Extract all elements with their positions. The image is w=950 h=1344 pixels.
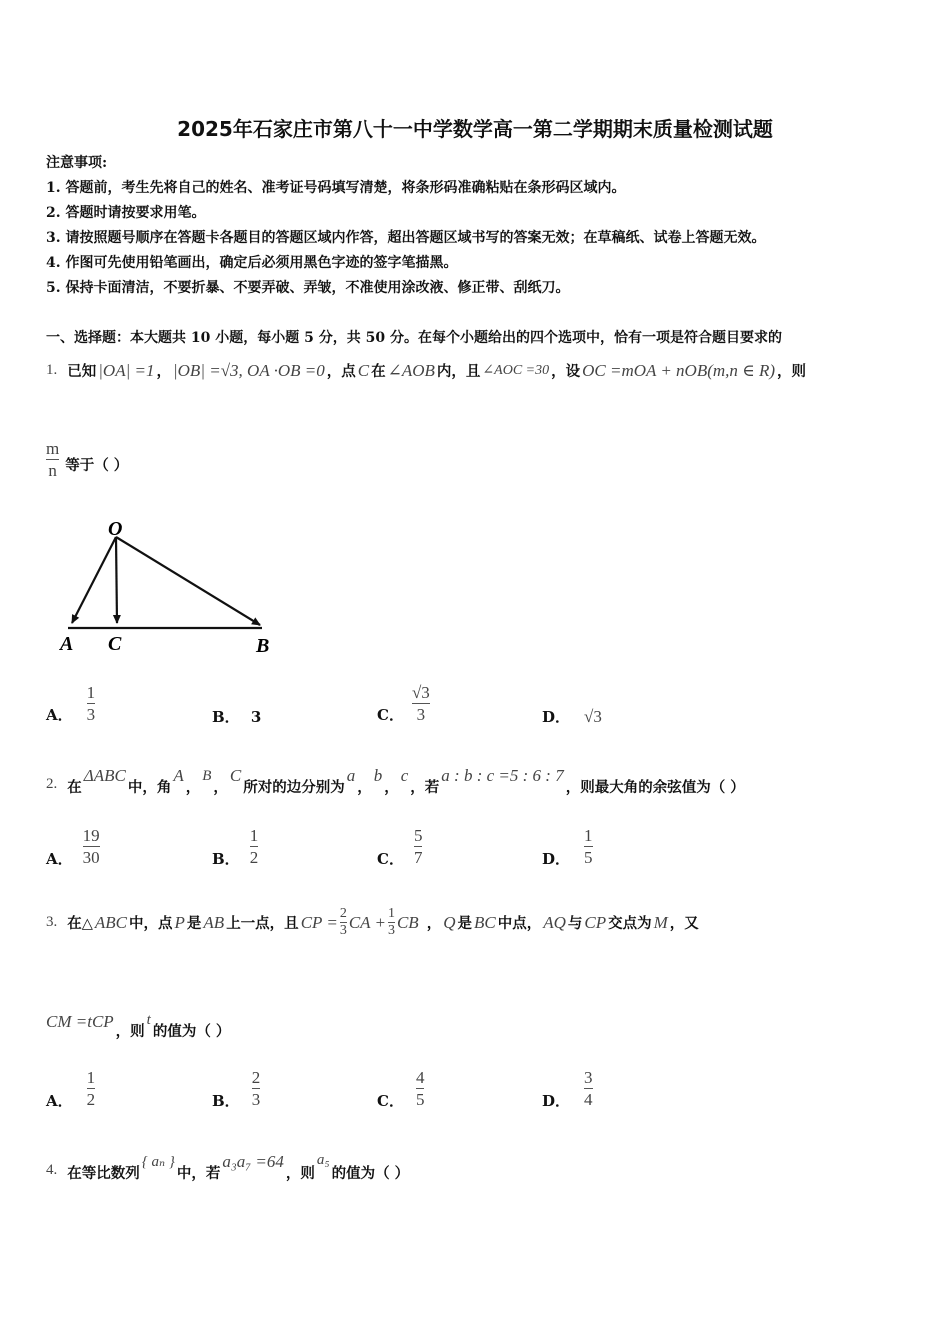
fraction-numerator: 5 [413,826,423,845]
q1-figure [50,515,290,665]
q3-text: 与 [567,915,583,932]
q2-text: ， [357,779,372,796]
option-label: D． [542,1092,571,1110]
q1-text: 在 [371,363,386,380]
fraction-denominator: n [48,461,57,480]
fraction-denominator: 2 [86,1090,96,1109]
question-4 [46,1152,409,1183]
q2-formula: a [346,766,356,785]
q3-option-c[interactable] [377,1066,424,1111]
q3-text: ，又 [669,915,699,932]
q2-formula: a : b : c =5 : 6 : 7 [441,766,564,785]
option-label: A． [46,1092,73,1110]
label-c: C [108,633,122,655]
q2-text: 所对的边分别为 [243,779,345,796]
q3-fraction [340,906,347,939]
q1-text: ，则 [777,363,807,380]
label-a: A [60,633,74,655]
note-item: 1. 答题前，考生先将自己的姓名、准考证号码填写清楚，将条形码准确粘贴在条形码区域内。 [46,180,626,196]
option-fraction [414,825,423,868]
fraction-numerator: 4 [415,1068,425,1087]
fraction-denominator: 3 [387,923,395,938]
q3-text: 是 [186,915,202,932]
option-label: A． [46,850,73,868]
q2-formula: c [400,766,409,785]
q3-text: 中，点 [129,915,173,932]
q3-formula: CB [396,912,419,932]
q3-option-a[interactable] [46,1066,95,1111]
q1-text: ，点 [326,363,356,380]
label-b: B [256,635,270,657]
q3-formula: M [653,912,668,932]
q2-formula: B [202,768,212,784]
question-3 [46,906,699,939]
q1-text: 内，且 [436,363,481,380]
q1-option-a[interactable] [46,682,95,725]
q2-formula: ΔABC [83,766,126,785]
q2-formula: A [173,766,184,785]
q3-formula: P [174,912,185,932]
q2-text: ，若 [410,779,440,796]
q1-option-c[interactable] [377,682,430,725]
q3-continuation [46,1012,230,1041]
fraction-denominator: 5 [584,848,593,867]
q3-text: 是 [457,915,472,932]
q3-text: ， [426,915,442,932]
q1-text: 已知 [67,363,97,380]
fraction-numerator: 2 [339,906,347,921]
q3-formula: CM =tCP [46,1012,114,1031]
q1-option-d[interactable] [542,706,602,727]
option-label: D． [542,850,571,868]
question-number: 3. [46,914,58,930]
q3-formula: BC [473,912,496,932]
q2-option-d[interactable] [542,824,593,869]
q1-formula: OC =mOA + nOB(m,n ∈ R) [582,360,776,380]
q4-text: 在等比数列 [67,1165,140,1182]
option-label: C． [377,706,404,724]
q3-formula: AB [203,912,225,932]
q2-text: ， [185,779,201,796]
option-value: 3 [250,708,262,726]
question-number: 1. [46,362,58,378]
fraction-denominator: 30 [82,848,100,867]
q3-formula: CP [584,912,607,932]
option-label: C． [377,850,404,868]
q3-formula: t [146,1012,151,1028]
fraction-numerator: 1 [86,683,96,702]
option-fraction [87,1067,96,1110]
note-item: 3. 请按照题号顺序在答题卡各题目的答题区域内作答，超出答题区域书写的答案无效；在草稿纸、试卷上答题无效。 [46,230,766,246]
note-item: 4. 作图可先使用铅笔画出，确定后必须用黑色字迹的签字笔描黑。 [46,255,458,271]
q2-text: 中，角 [127,779,172,796]
fraction-numerator: 3 [584,1068,593,1087]
fraction-numerator: 1 [584,826,593,845]
question-2 [46,766,745,797]
fraction-denominator: 7 [413,848,423,867]
option-label: A． [46,706,73,724]
q3-formula: ABC [94,912,128,932]
q1-formula: C [357,360,370,380]
fraction-numerator: m [46,439,60,458]
q2-text: ，则最大角的余弦值为（ ） [565,779,745,796]
q1-formula: |OB| =√3, OA ·OB =0 [172,360,325,380]
q3-option-d[interactable] [542,1066,593,1111]
note-item: 5. 保持卡面清洁，不要折暴、不要弄破、弄皱，不准使用涂改液、修正带、刮纸刀。 [46,280,570,296]
vector-ob [116,537,260,625]
note-item: 2. 答题时请按要求用笔。 [46,205,206,221]
q4-text: ，则 [285,1165,315,1182]
q4-formula: { aₙ } [141,1154,175,1170]
fraction-denominator: 2 [249,848,259,867]
label-o: O [108,518,123,540]
q1-fraction [46,438,59,481]
option-fraction [250,825,259,868]
q1-text: 等于（ ） [65,457,129,474]
q3-text: ，则 [115,1023,145,1040]
q2-text: 在 [67,779,82,796]
fraction-numerator: 19 [82,826,100,845]
fraction-numerator: 1 [249,826,259,845]
fraction-denominator: 3 [416,705,426,724]
fraction-denominator: 5 [415,1090,425,1109]
q4-formula: a₅ [316,1152,330,1168]
option-fraction [412,682,430,725]
question-1 [46,360,806,381]
q2-option-a[interactable] [46,824,100,869]
q1-option-b[interactable] [212,706,261,727]
option-fraction [252,1067,261,1110]
question-number: 4. [46,1162,58,1178]
q1-text: ，设 [551,363,581,380]
option-label: B． [212,850,240,868]
q2-formula: b [373,766,383,785]
q2-text: ， [384,779,399,796]
fraction-numerator: 2 [251,1068,261,1087]
q3-formula: Q [443,912,456,932]
option-label: D． [542,708,571,726]
option-fraction [584,1067,593,1110]
option-value: √3 [584,706,602,726]
q1-formula: |OA| =1 [98,360,155,380]
q3-option-b[interactable] [212,1066,260,1111]
q2-option-b[interactable] [212,824,258,869]
q4-formula: a₃a₇ =64 [222,1152,284,1171]
option-fraction [87,682,96,725]
fraction-denominator: 3 [339,923,347,938]
option-fraction [83,825,100,868]
vector-oa [72,537,116,623]
q3-text: 在△ [67,915,93,932]
q4-text: 中，若 [176,1165,221,1182]
q1-formula: ∠AOC =30 [482,363,550,378]
q3-formula: AQ [543,912,566,932]
section-heading: 一、选择题：本大题共 10 小题，每小题 5 分，共 50 分。在每个小题给出的四个选项中，恰有一项是符合题目要求的 [46,330,782,346]
option-fraction [416,1067,425,1110]
q2-option-c[interactable] [377,824,422,869]
page-title: 2025年石家庄市第八十一中学数学高一第二学期期末质量检测试题 [177,117,773,141]
fraction-numerator: 1 [387,906,395,921]
q3-text: 上一点，且 [226,915,299,932]
notes-heading: 注意事项: [46,155,108,171]
option-label: B． [212,708,240,726]
fraction-denominator: 4 [584,1090,593,1109]
option-label: B． [212,1092,240,1110]
vector-oc [116,537,117,623]
fraction-denominator: 3 [86,705,96,724]
question-number: 2. [46,776,58,792]
q3-fraction [388,906,395,939]
q3-text: 中点， [497,915,542,932]
q2-text: ， [213,779,228,796]
q3-formula: CA + [348,912,386,932]
q3-formula: CP = [300,912,338,932]
fraction-numerator: √3 [411,683,430,702]
q2-formula: C [229,766,242,785]
q1-continuation [46,438,128,481]
q1-text: ， [156,363,171,380]
q4-text: 的值为（ ） [331,1165,410,1182]
fraction-denominator: 3 [251,1090,261,1109]
q1-formula: ∠AOB [387,360,435,380]
option-label: C． [377,1092,404,1110]
q3-text: 交点为 [608,915,652,932]
option-fraction [584,825,593,868]
q3-text: 的值为（ ） [152,1023,231,1040]
fraction-numerator: 1 [86,1068,96,1087]
